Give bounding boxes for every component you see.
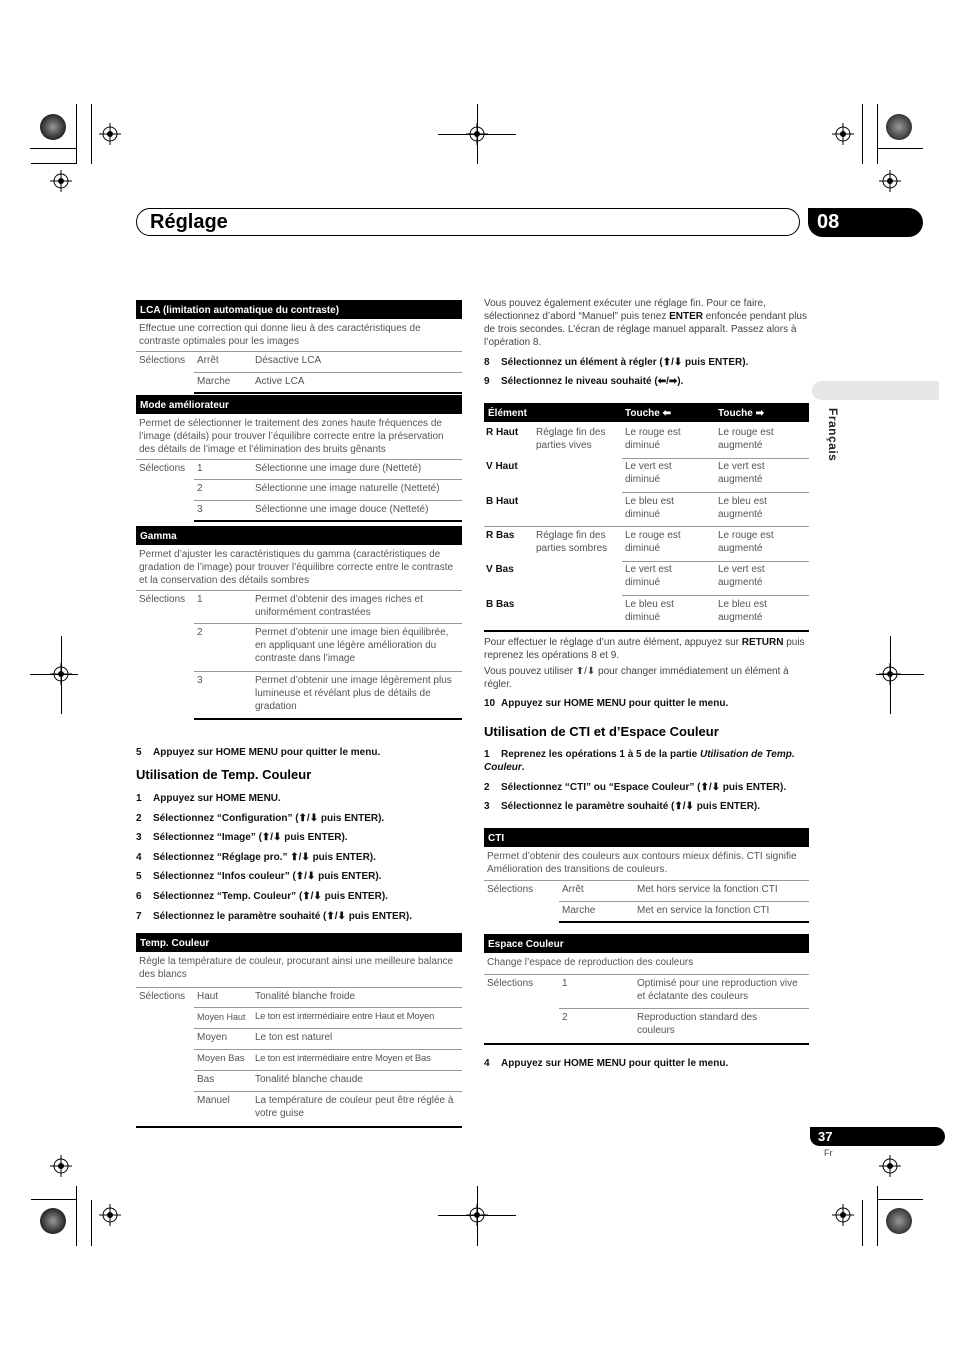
row-value: Sélectionne une image naturelle (Netteté) <box>255 483 440 494</box>
header-bar <box>136 208 800 236</box>
row-label: V Bas <box>486 564 514 575</box>
step-10: 10 Appuyez sur HOME MENU pour quitter le menu. <box>484 698 729 709</box>
row-left: Le rouge est diminué <box>625 530 681 554</box>
registration-mark-icon <box>879 1155 901 1177</box>
section-title: Utilisation de CTI et d’Espace Couleur <box>484 724 719 739</box>
table-row <box>484 902 809 923</box>
row-value: Sélectionne une image dure (Netteté) <box>255 463 422 474</box>
row-value: Désactive LCA <box>255 355 322 366</box>
mode-table <box>136 395 462 522</box>
header-key-left: Touche ⬅ <box>625 408 671 419</box>
page-number: 37 <box>810 1127 945 1146</box>
row-option: 3 <box>197 675 203 686</box>
row-right: Le vert est augmenté <box>718 564 765 588</box>
table-row <box>136 460 462 480</box>
table-row <box>136 1092 462 1126</box>
row-option: 3 <box>197 504 203 515</box>
row-left: Le rouge est diminué <box>625 427 681 451</box>
row-group: Réglage fin des parties sombres <box>536 530 608 554</box>
table-header: CTI <box>484 828 809 847</box>
row-value: Permet d’obtenir des images riches et uniformément contrastées <box>255 594 423 618</box>
registration-mark-icon <box>879 170 901 192</box>
row-group: Réglage fin des parties vives <box>536 427 606 451</box>
row-value: Active LCA <box>255 376 305 387</box>
row-value: Le ton est intermédiaire entre Haut et Moyen <box>255 1011 435 1022</box>
row-label: B Haut <box>486 496 519 507</box>
intro-paragraph: Vous pouvez également exécuter une réglage fin. Pour ce faire, sélectionnez d’abord “Manuel” puis tenez ENTER enfoncée pendant plus de trois secondes. L’écran de réglage manuel apparaît. Passez alors à l’opération 8. <box>484 298 807 348</box>
steps-list <box>136 792 412 929</box>
row-label: Sélections <box>139 463 186 474</box>
table-row <box>136 373 462 394</box>
cti-table <box>484 828 809 923</box>
table-row <box>484 975 809 1009</box>
table-row <box>136 591 462 624</box>
row-value: Tonalité blanche froide <box>255 991 356 1002</box>
row-label: Sélections <box>139 991 186 1002</box>
row-option: 1 <box>197 463 203 474</box>
row-label: Sélections <box>139 594 186 605</box>
row-right: Le rouge est augmenté <box>718 530 774 554</box>
table-header: Mode améliorateur <box>136 395 462 414</box>
registration-gear-icon <box>40 114 66 140</box>
table-row <box>136 1029 462 1050</box>
language-tab <box>812 381 939 400</box>
left-column <box>136 300 462 720</box>
row-option: 1 <box>197 594 203 605</box>
row-label: B Bas <box>486 599 515 610</box>
table-description: Règle la température de couleur, procurant ainsi une meilleure balance des blancs <box>136 952 462 988</box>
table-row <box>136 352 462 373</box>
row-value: Met hors service la fonction CTI <box>637 884 778 895</box>
table-row <box>136 1071 462 1092</box>
row-left: Le bleu est diminué <box>625 496 674 520</box>
row-option: 1 <box>562 978 568 989</box>
row-label: Sélections <box>487 978 534 989</box>
row-option: Arrêt <box>562 884 584 895</box>
registration-mark-icon <box>50 170 72 192</box>
table-header <box>484 403 809 422</box>
registration-mark-icon <box>832 1204 854 1226</box>
note-arrows: Vous pouvez utiliser ⬆/⬇ pour changer immédiatement un élément à régler. <box>484 666 789 690</box>
step-3: 3 Sélectionnez le paramètre souhaité (⬆/⬇ puis ENTER). <box>484 801 761 812</box>
registration-gear-icon <box>886 1208 912 1234</box>
fine-adjust-table <box>484 403 809 640</box>
row-option: Moyen <box>197 1032 228 1043</box>
table-row <box>136 624 462 672</box>
step-1: 1 Reprenez les opérations 1 à 5 de la partie Utilisation de Temp. Couleur. <box>484 749 795 773</box>
row-right: Le rouge est augmenté <box>718 427 774 451</box>
table-row <box>136 1008 462 1029</box>
page-title: Réglage <box>150 211 228 233</box>
row-value: Sélectionne une image douce (Netteté) <box>255 504 429 515</box>
row-left: Le vert est diminué <box>625 564 672 588</box>
step-item: 4 Sélectionnez “Réglage pro.” ⬆/⬇ puis ENTER). <box>136 851 376 863</box>
row-option: Arrêt <box>197 355 219 366</box>
table-row <box>484 881 809 902</box>
step-9: 9 Sélectionnez le niveau souhaité (⬅/➡). <box>484 376 684 387</box>
row-value: Met en service la fonction CTI <box>637 905 770 916</box>
chapter-badge: 08 <box>808 208 923 237</box>
table-row <box>136 480 462 501</box>
step-item: 3 Sélectionnez “Image” (⬆/⬇ puis ENTER). <box>136 832 348 844</box>
section-title: Utilisation de Temp. Couleur <box>136 767 312 782</box>
header-element: Élément <box>488 408 527 419</box>
table-description: Permet d’obtenir des couleurs aux contours mieux définis. CTI signifie Amélioration des transitions de couleurs. <box>484 847 809 881</box>
row-value: La température de couleur peut être réglée à votre guise <box>255 1095 454 1119</box>
step-item: 1 Appuyez sur HOME MENU. <box>136 793 281 804</box>
table-row <box>136 672 462 720</box>
row-left: Le bleu est diminué <box>625 599 674 623</box>
row-option: 2 <box>562 1012 568 1023</box>
step-4: 4 Appuyez sur HOME MENU pour quitter le menu. <box>484 1058 729 1069</box>
row-value: Permet d’obtenir une image bien équilibrée, en appliquant une légère amélioration du contraste dans l’image <box>255 627 449 664</box>
table-description: Permet de sélectionner le traitement des zones haute fréquences de l’image (détails) pour trouver l’équilibre correcte entre la préservation des détails de l’image et l’élimination des bruits gênants <box>136 414 462 460</box>
row-option: Marche <box>197 376 231 387</box>
row-value: Reproduction standard des couleurs <box>637 1012 758 1036</box>
step-item: 5 Sélectionnez “Infos couleur” (⬆/⬇ puis ENTER). <box>136 871 382 883</box>
row-option: Manuel <box>197 1095 230 1106</box>
step-item: 2 Sélectionnez “Configuration” (⬆/⬇ puis ENTER). <box>136 812 385 824</box>
row-value: Le ton est naturel <box>255 1032 333 1043</box>
row-label: R Haut <box>486 427 519 438</box>
row-right: Le vert est augmenté <box>718 461 765 485</box>
header-key-right: Touche ➡ <box>718 408 764 419</box>
row-value: Tonalité blanche chaude <box>255 1074 363 1085</box>
table-header: Temp. Couleur <box>136 933 462 952</box>
row-option: Moyen Bas <box>197 1053 245 1064</box>
registration-mark-icon <box>99 123 121 145</box>
row-value: Le ton est intermédiaire entre Moyen et Bas <box>255 1053 431 1064</box>
row-value: Permet d’obtenir une image légèrement plus lumineuse et révélant plus de détails de gradation <box>255 675 452 712</box>
row-label: V Haut <box>486 461 518 472</box>
table-description: Effectue une correction qui donne lieu à des caractéristiques de contraste optimales pour les images <box>136 319 462 352</box>
step-item: 6 Sélectionnez “Temp. Couleur” (⬆/⬇ puis ENTER). <box>136 890 388 902</box>
temp-couleur-table <box>136 933 462 1128</box>
step-5: 5 Appuyez sur HOME MENU pour quitter le menu. <box>136 747 381 758</box>
step-2: 2 Sélectionnez “CTI” ou “Espace Couleur” (⬆/⬇ puis ENTER). <box>484 782 787 793</box>
espace-couleur-table <box>484 934 809 1045</box>
registration-mark-icon <box>50 1155 72 1177</box>
row-left: Le vert est diminué <box>625 461 672 485</box>
note-return: Pour effectuer le réglage d’un autre élément, appuyez sur RETURN puis reprenez les opérations 8 et 9. <box>484 637 805 661</box>
row-option: Moyen Haut <box>197 1012 246 1022</box>
lca-table <box>136 300 462 394</box>
gamma-table <box>136 526 462 720</box>
table-header: Gamma <box>136 526 462 545</box>
table-row <box>484 1009 809 1043</box>
row-value: Optimisé pour une reproduction vive et éclatante des couleurs <box>637 978 798 1002</box>
step-8: 8 Sélectionnez un élément à régler (⬆/⬇ puis ENTER). <box>484 357 749 368</box>
row-option: 2 <box>197 483 203 494</box>
row-right: Le bleu est augmenté <box>718 599 767 623</box>
row-option: Marche <box>562 905 596 916</box>
row-option: 2 <box>197 627 203 638</box>
row-label: R Bas <box>486 530 515 541</box>
step-item: 7 Sélectionnez le paramètre souhaité (⬆/⬇ puis ENTER). <box>136 910 413 922</box>
row-right: Le bleu est augmenté <box>718 496 767 520</box>
registration-mark-icon <box>99 1204 121 1226</box>
table-header: Espace Couleur <box>484 934 809 953</box>
row-option: Bas <box>197 1074 215 1085</box>
page-lang-code: Fr <box>824 1148 833 1158</box>
table-header: LCA (limitation automatique du contraste) <box>136 300 462 319</box>
language-label: Français <box>826 408 840 462</box>
row-label: Sélections <box>139 355 186 366</box>
table-row <box>136 501 462 522</box>
table-description: Change l’espace de reproduction des couleurs <box>484 953 809 975</box>
table-row <box>136 988 462 1008</box>
registration-gear-icon <box>40 1208 66 1234</box>
table-description: Permet d’ajuster les caractéristiques du gamma (caractéristiques de gradation de l’image) pour trouver l’équilibre correcte entre le contraste et la conservation des détails sombres <box>136 545 462 591</box>
registration-gear-icon <box>886 114 912 140</box>
row-option: Haut <box>197 991 219 1002</box>
table-row <box>136 1050 462 1071</box>
row-label: Sélections <box>487 884 534 895</box>
registration-mark-icon <box>832 123 854 145</box>
